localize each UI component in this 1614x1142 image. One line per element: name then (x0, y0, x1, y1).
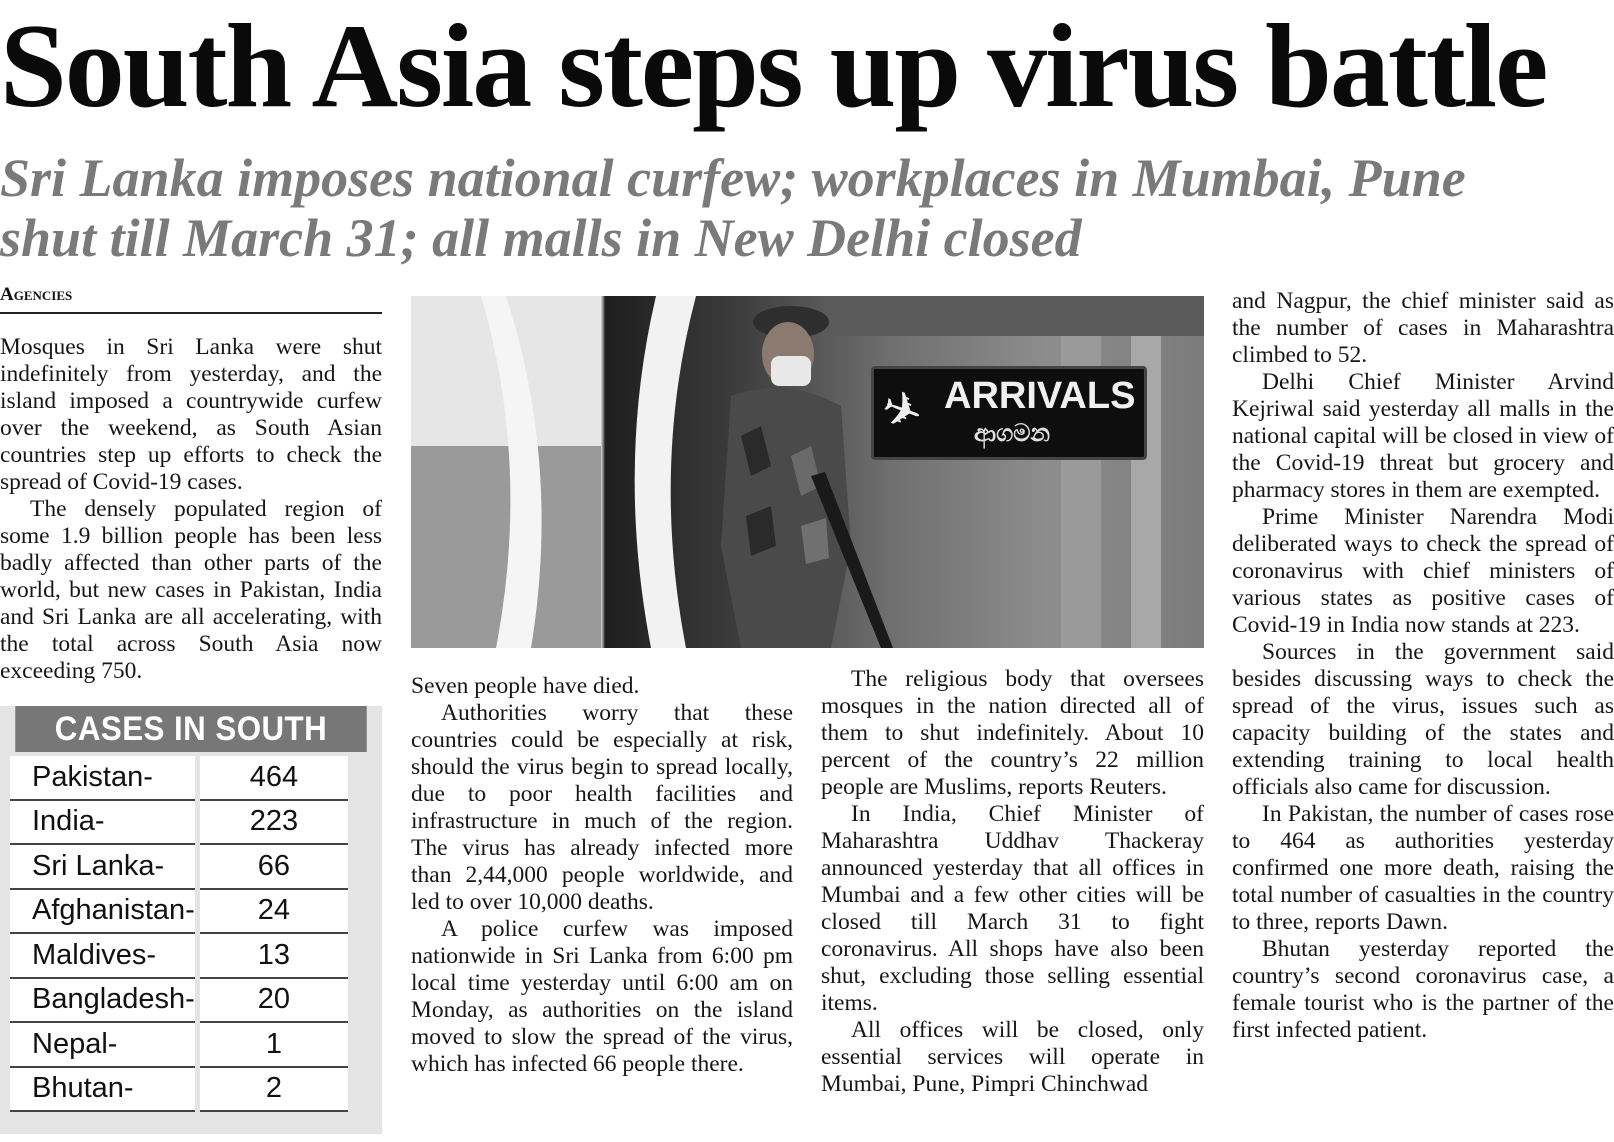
count-cell: 464 (197, 756, 348, 800)
count-cell: 223 (197, 800, 348, 845)
country-cell: Maldives- (10, 933, 197, 978)
paragraph: Authorities worry that these countries could be especially at risk, should the virus begin to spread locally, due to poor health facilities and infrastructure in much of the region. The virus has already infected more than 2,44,000 people worldwide, and led to over 10,000 deaths. (411, 700, 793, 915)
article-column-3 (821, 666, 1204, 1098)
paragraph: Bhutan yesterday reported the country’s second coronavirus case, a female tourist who is the partner of the first infected patient. (1232, 936, 1614, 1043)
count-cell: 24 (197, 889, 348, 934)
paragraph: A police curfew was imposed nationwide in Sri Lanka from 6:00 pm local time yesterday until 6:00 am on Monday, as authorities on the island moved to slow the spread of the virus, which has infected 66 people there. (411, 916, 793, 1077)
news-photo (411, 296, 1204, 648)
country-cell: Nepal- (10, 1022, 197, 1067)
article-column-2 (411, 673, 793, 1078)
paragraph: In Pakistan, the number of cases rose to 464 as authorities yesterday confirmed one more death, raising the total number of casualties in the country to three, reports Dawn. (1232, 801, 1614, 935)
count-cell: 66 (197, 844, 348, 889)
soldier-at-airport-illustration (411, 296, 1204, 648)
country-cell: Afghanistan- (10, 889, 197, 934)
article-column-1 (0, 334, 382, 685)
table-row (10, 889, 348, 934)
article-column-4 (1232, 288, 1614, 1044)
country-cell: Bhutan- (10, 1067, 197, 1112)
table-row (10, 978, 348, 1023)
count-cell: 13 (197, 933, 348, 978)
arrivals-sign-sinhala: ආගමන (974, 419, 1051, 447)
table-row (10, 800, 348, 845)
count-cell: 1 (197, 1022, 348, 1067)
cases-table-title: CASES IN SOUTH (15, 706, 366, 752)
paragraph: In India, Chief Minister of Maharashtra Uddhav Thackeray announced yesterday that all offices in Mumbai and a few other cities will be closed till March 31 to fight coronavirus. All shops have also been shut, excluding those selling essential items. (821, 801, 1204, 1016)
subheadline (0, 148, 1600, 268)
country-cell: India- (10, 800, 197, 845)
table-row (10, 1067, 348, 1112)
table-row (10, 844, 348, 889)
count-cell: 2 (197, 1067, 348, 1112)
cases-table (10, 756, 348, 1112)
arrivals-sign (871, 366, 1147, 460)
headline: South Asia steps up virus battle (0, 0, 1547, 132)
airplane-icon: ✈ (873, 377, 931, 445)
paragraph: Prime Minister Narendra Modi deliberated ways to check the spread of coronavirus with chief ministers of various states as positive cases of Covid-19 in India now stands at 223. (1232, 504, 1614, 638)
table-row (10, 933, 348, 978)
arrivals-sign-label: ARRIVALS (944, 375, 1136, 417)
paragraph: The religious body that oversees mosques in the nation directed all of them to shut indefinitely. About 10 percent of the country’s 22 million people are Muslims, reports Reuters. (821, 666, 1204, 800)
subheadline-line-2: shut till March 31; all malls in New Delhi closed (0, 208, 1082, 268)
country-cell: Sri Lanka- (10, 844, 197, 889)
paragraph: The densely populated region of some 1.9 billion people has been less badly affected than other parts of the world, but new cases in Pakistan, India and Sri Lanka are all accelerating, with the total across South Asia now exceeding 750. (0, 496, 382, 684)
country-cell: Pakistan- (10, 756, 197, 800)
paragraph: Delhi Chief Minister Arvind Kejriwal said yesterday all malls in the national capital will be closed in view of the Covid-19 threat but grocery and pharmacy stores in them are exempted. (1232, 369, 1614, 503)
subheadline-line-1: Sri Lanka imposes national curfew; workplaces in Mumbai, Pune (0, 148, 1466, 208)
paragraph: All offices will be closed, only essential services will operate in Mumbai, Pune, Pimpri Chinchwad (821, 1017, 1204, 1097)
count-cell: 20 (197, 978, 348, 1023)
paragraph: Seven people have died. (411, 673, 640, 699)
table-row (10, 756, 348, 800)
paragraph: Mosques in Sri Lanka were shut indefinitely from yesterday, and the island imposed a countrywide curfew over the weekend, as South Asian countries step up efforts to check the spread of Covid-19 cases. (0, 334, 382, 495)
country-cell: Bangladesh- (10, 978, 197, 1023)
table-row (10, 1022, 348, 1067)
cases-table-box (0, 706, 382, 1134)
paragraph: Sources in the government said besides discussing ways to check the spread of the virus, issues such as capacity building of the states and extending training to local health officials also came for discussion. (1232, 639, 1614, 800)
byline: Agencies (0, 284, 382, 314)
paragraph: and Nagpur, the chief minister said as the number of cases in Maharashtra climbed to 52. (1232, 288, 1614, 368)
